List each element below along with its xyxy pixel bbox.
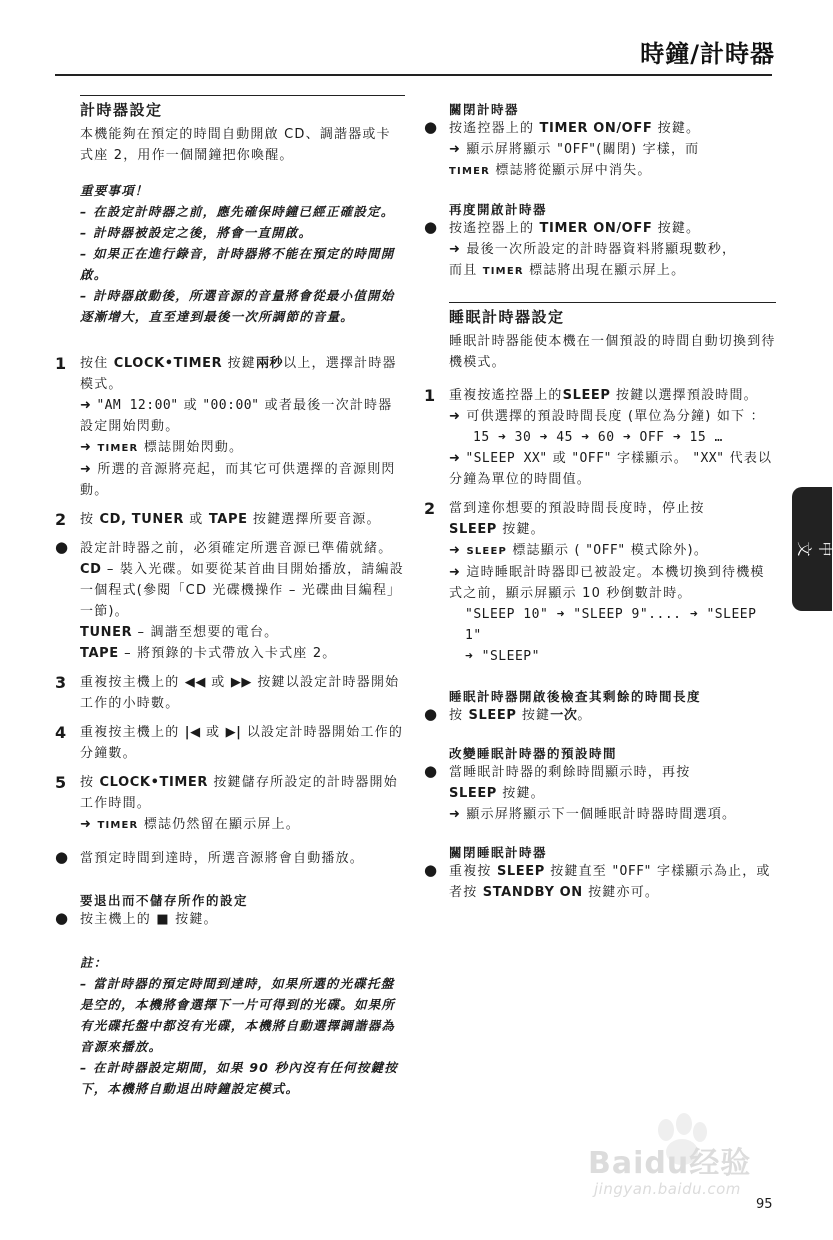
lcd-text: OFF — [564, 142, 590, 157]
bullet-dot: ● — [55, 538, 70, 556]
sleep-key: SLEEP — [468, 708, 517, 723]
sleep-key: SLEEP — [449, 786, 497, 801]
step-number: 1 — [55, 354, 68, 373]
sleep-key: SLEEP — [449, 522, 497, 537]
important-title: 重要事項！ — [80, 183, 149, 198]
left-column — [55, 95, 405, 1099]
lcd-text: OFF — [593, 543, 619, 558]
timer-setting-heading: 計時器設定 — [80, 101, 163, 119]
important-block — [80, 180, 405, 327]
sleep-sequence: 15 ➜ 30 ➜ 45 ➜ 60 ➜ OFF ➜ 15 … — [473, 430, 723, 445]
autoplay-bullet: ● 當預定時間到達時，所選音源將會自動播放。 — [55, 848, 365, 866]
timer-indicator: TIMER — [449, 166, 491, 177]
step-number: 4 — [55, 723, 68, 742]
step-4: 4 重複按主機上的 |◀ 或 ▶| 以設定計時器開始工作的分鐘數。 — [55, 723, 404, 761]
language-tab — [792, 487, 832, 611]
sleep-timer-heading: 睡眠計時器設定 — [449, 308, 565, 326]
timer-off-bullet: ● 按遙控器上的 TIMER ON/OFF 按鍵。 ➜ 顯示屏將顯示 "OFF"(關閉) 字樣，而 TIMER 標誌將從顯示屏中消失。 — [424, 118, 701, 178]
step-2: 2 按 CD, TUNER 或 TAPE 按鍵選擇所要音源。 — [55, 510, 381, 529]
important-item: – 計時器被設定之後，將會一直開啟。 — [80, 225, 313, 240]
note-block — [80, 952, 405, 1099]
source-ready-bullet: ● 設定計時器之前，必須確定所選音源已準備就緒。 CD – 裝入光碟。如要從某首曲目開始播放，請編設一個程式(參閱「CD 光碟機操作 – 光碟曲目編程」一節)。 TUNER – 調諧至想要的電台。 TAPE – 將預錄的卡式帶放入卡式座 2。 — [55, 538, 404, 661]
sleep-key: SLEEP — [496, 864, 545, 879]
countdown-sequence: "SLEEP 10" ➜ "SLEEP 9".... ➜ "SLEEP 1" — [465, 607, 757, 643]
timer-onoff-key: TIMER ON/OFF — [539, 221, 653, 236]
language-tab-label: 中文 — [791, 539, 833, 558]
lcd-text: XX — [700, 451, 718, 466]
note-item: – 當計時器的預定時間到達時，如果所選的光碟托盤是空的，本機將會選擇下一片可得到的光碟。如果所有光碟托盤中都沒有光碟，本機將自動選擇調諧器為音源來播放。 — [80, 976, 396, 1054]
bullet-dot: ● — [55, 909, 70, 927]
note-item: – 在計時器設定期間，如果 90 秒內沒有任何按鍵按下，本機將自動退出時鐘設定模式。 — [80, 1060, 398, 1096]
note-title: 註： — [80, 955, 108, 970]
important-item: – 在設定計時器之前，應先確保時鐘已經正確設定。 — [80, 204, 395, 219]
lcd-text: AM 12:00 — [104, 398, 172, 413]
section-rule — [449, 302, 776, 303]
watermark-brand: Baidu经验 — [588, 1146, 752, 1181]
timer-off-title: 關閉計時器 — [449, 102, 520, 117]
change-preset-title: 改變睡眠計時器的預設時間 — [449, 746, 618, 761]
exit-title: 要退出而不儲存所作的設定 — [80, 893, 249, 908]
bullet-dot: ● — [424, 861, 439, 879]
standby-on-key: STANDBY ON — [482, 885, 583, 900]
lcd-text: OFF — [619, 864, 645, 879]
sleep-off-title: 關閉睡眠計時器 — [449, 845, 548, 860]
step-3: 3 重複按主機上的 ◀◀ 或 ▶▶ 按鍵以設定計時器開始工作的小時數。 — [55, 673, 400, 711]
step-number: 3 — [55, 673, 68, 692]
sleep-step-2: 2 當到達你想要的預設時間長度時，停止按 SLEEP 按鍵。 ➜ SLEEP 標誌顯示 ( "OFF" 模式除外)。 ➜ 這時睡眠計時器即已被設定。本機切換到待機模式之前，顯示屏顯示 10 秒倒數計時。 "SLEEP 10" ➜ "SLEEP 9".... ➜ "SLEEP 1" ➜ "SLEEP" — [424, 498, 776, 667]
check-remaining-title: 睡眠計時器開啟後檢查其剩餘的時間長度 — [449, 689, 702, 704]
lcd-text: SLEEP XX — [473, 451, 541, 466]
next-icon: ▶| — [225, 725, 242, 740]
previous-icon: |◀ — [184, 725, 201, 740]
right-column — [424, 95, 776, 903]
timer-on-bullet: ● 按遙控器上的 TIMER ON/OFF 按鍵。 ➜ 最後一次所設定的計時器資料將顯現數秒， 而且 TIMER 標誌將出現在顯示屏上。 — [424, 218, 737, 278]
timer-on-title: 再度開啟計時器 — [449, 202, 548, 217]
step-5: 5 按 CLOCK•TIMER 按鍵儲存所設定的計時器開始工作時間。 ➜ TIMER 標誌仍然留在顯示屏上。 — [55, 773, 398, 832]
fast-forward-icon: ▶▶ — [230, 675, 253, 690]
page-title: 時鐘/計時器 — [640, 40, 775, 68]
step-number: 2 — [55, 510, 68, 529]
timer-indicator: TIMER — [482, 266, 524, 277]
bullet-dot: ● — [424, 218, 439, 236]
bullet-dot: ● — [424, 118, 439, 136]
rewind-icon: ◀◀ — [184, 675, 206, 690]
title-rule — [55, 74, 772, 76]
timer-indicator: TIMER — [97, 820, 139, 831]
timer-indicator: TIMER — [97, 443, 139, 454]
bullet-dot: ● — [55, 848, 70, 866]
exit-bullet: ● 按主機上的 ■ 按鍵。 — [55, 909, 218, 927]
page-number: 95 — [756, 1197, 773, 1212]
sleep-indicator: SLEEP — [466, 546, 508, 557]
sleep-key: SLEEP — [562, 388, 611, 403]
lcd-text: OFF — [579, 451, 605, 466]
sleep-off-bullet: ● 重複按 SLEEP 按鍵直至 "OFF" 字樣顯示為止，或者按 STANDBY ON 按鍵亦可。 — [424, 861, 771, 900]
sleep-intro: 睡眠計時器能使本機在一個預設的時間自動切換到待機模式。 — [449, 334, 776, 370]
timer-onoff-key: TIMER ON/OFF — [539, 121, 653, 136]
check-remaining-bullet: ● 按 SLEEP 按鍵一次。 — [424, 705, 592, 723]
bullet-dot: ● — [424, 705, 439, 723]
clock-timer-key: CLOCK•TIMER — [113, 356, 223, 371]
important-item: – 計時器啟動後，所選音源的音量將會從最小值開始逐漸增大，直至達到最後一次所調節的音量。 — [80, 288, 395, 324]
change-preset-bullet: ● 當睡眠計時器的剩餘時間顯示時，再按 SLEEP 按鍵。 ➜ 顯示屏將顯示下一個睡眠計時器時間選項。 — [424, 762, 737, 822]
section-rule — [80, 95, 405, 96]
timer-intro: 本機能夠在預定的時間自動開啟 CD、調諧器或卡式座 2，用作一個鬧鐘把你喚醒。 — [80, 127, 391, 163]
watermark-url: jingyan.baidu.com — [594, 1180, 741, 1198]
bullet-dot: ● — [424, 762, 439, 780]
step-number: 2 — [424, 499, 437, 518]
step-number: 5 — [55, 773, 68, 792]
step-1: 1 按住 CLOCK•TIMER 按鍵兩秒以上，選擇計時器模式。 ➜ "AM 12:00" 或 "00:00" 或者最後一次計時器設定開始閃動。 ➜ TIMER 標誌開始閃動。 ➜ 所選的音源將亮起，而其它可供選擇的音源則閃動。 — [55, 354, 397, 498]
lcd-text: 00:00 — [210, 398, 253, 413]
step-number: 1 — [424, 386, 437, 405]
stop-icon: ■ — [156, 912, 170, 927]
sleep-step-1: 1 重複按遙控器上的SLEEP 按鍵以選擇預設時間。 ➜ 可供選擇的預設時間長度 (單位為分鐘) 如下 ： 15 ➜ 30 ➜ 45 ➜ 60 ➜ OFF ➜ 15 … ➜ "SLEEP XX" 或 "OFF" 字樣顯示。 "XX" 代表以分鐘為單位的時間值。 — [424, 385, 776, 490]
countdown-final: ➜ "SLEEP" — [465, 649, 540, 664]
important-item: – 如果正在進行錄音，計時器將不能在預定的時間開啟。 — [80, 246, 395, 282]
